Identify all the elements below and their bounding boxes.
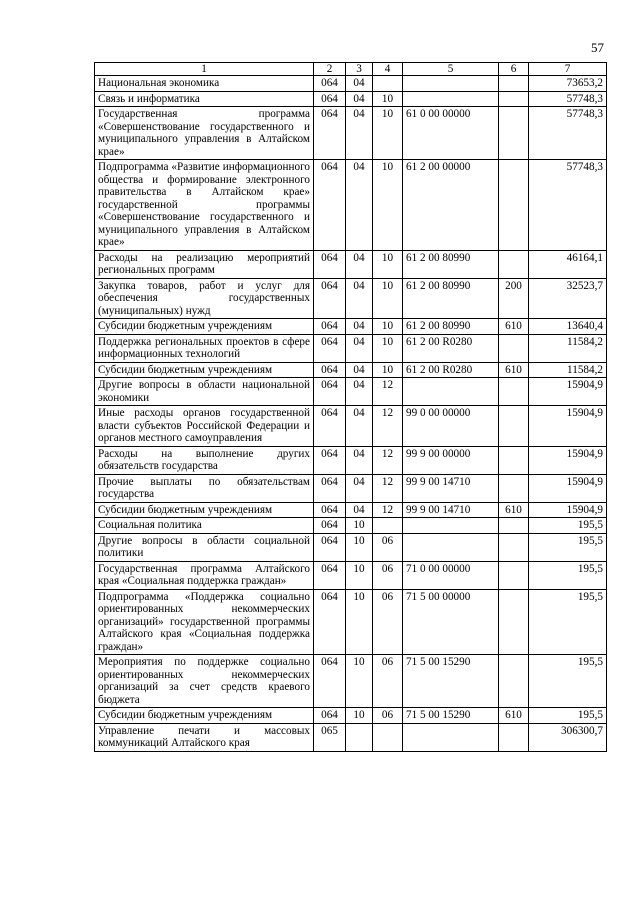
- row-name: Национальная экономика: [95, 76, 314, 92]
- column-number-row: [95, 63, 607, 76]
- subsection-code: 10: [373, 278, 403, 319]
- target-article-code: [403, 91, 499, 107]
- section-code: 04: [346, 334, 373, 362]
- target-article-code: 61 2 00 00000: [403, 160, 499, 251]
- target-article-code: 99 0 00 00000: [403, 406, 499, 447]
- section-code: 10: [346, 561, 373, 589]
- subsection-code: 06: [373, 533, 403, 561]
- ministry-code: 064: [314, 708, 346, 724]
- expense-type-code: [499, 589, 529, 655]
- ministry-code: 064: [314, 76, 346, 92]
- section-code: 04: [346, 76, 373, 92]
- subsection-code: [373, 76, 403, 92]
- target-article-code: [403, 518, 499, 534]
- row-name: Иные расходы органов государственной власти субъектов Российской Федерации и органов местного самоуправления: [95, 406, 314, 447]
- column-header: 7: [529, 63, 607, 76]
- amount: 195,5: [529, 708, 607, 724]
- ministry-code: 064: [314, 518, 346, 534]
- table-row: [95, 474, 607, 502]
- row-name: Субсидии бюджетным учреждениям: [95, 708, 314, 724]
- expense-type-code: [499, 91, 529, 107]
- target-article-code: 61 0 00 00000: [403, 107, 499, 160]
- subsection-code: 10: [373, 319, 403, 335]
- amount: 15904,9: [529, 406, 607, 447]
- target-article-code: 99 9 00 00000: [403, 446, 499, 474]
- amount: 11584,2: [529, 362, 607, 378]
- expense-type-code: [499, 474, 529, 502]
- table-row: [95, 446, 607, 474]
- section-code: 04: [346, 107, 373, 160]
- table-row: [95, 319, 607, 335]
- section-code: 10: [346, 708, 373, 724]
- subsection-code: 06: [373, 589, 403, 655]
- expense-type-code: [499, 723, 529, 751]
- ministry-code: 064: [314, 160, 346, 251]
- column-header: 2: [314, 63, 346, 76]
- row-name: Подпрограмма «Поддержка социально ориентированных некоммерческих организаций» государственной программы Алтайского края «Социальная поддержка граждан»: [95, 589, 314, 655]
- row-name: Расходы на выполнение других обязательств государства: [95, 446, 314, 474]
- section-code: 04: [346, 250, 373, 278]
- table-row: [95, 533, 607, 561]
- expense-type-code: 610: [499, 362, 529, 378]
- section-code: 04: [346, 91, 373, 107]
- budget-table: [94, 62, 607, 752]
- subsection-code: [373, 518, 403, 534]
- row-name: Субсидии бюджетным учреждениям: [95, 362, 314, 378]
- target-article-code: 71 5 00 15290: [403, 708, 499, 724]
- subsection-code: 06: [373, 561, 403, 589]
- target-article-code: 71 5 00 15290: [403, 655, 499, 708]
- amount: 32523,7: [529, 278, 607, 319]
- amount: 13640,4: [529, 319, 607, 335]
- expense-type-code: [499, 378, 529, 406]
- row-name: Другие вопросы в области социальной политики: [95, 533, 314, 561]
- row-name: Закупка товаров, работ и услуг для обеспечения государственных (муниципальных) нужд: [95, 278, 314, 319]
- ministry-code: 064: [314, 502, 346, 518]
- ministry-code: 064: [314, 589, 346, 655]
- amount: 15904,9: [529, 502, 607, 518]
- table-row: [95, 406, 607, 447]
- table-row: [95, 723, 607, 751]
- section-code: 10: [346, 533, 373, 561]
- section-code: 04: [346, 446, 373, 474]
- target-article-code: [403, 378, 499, 406]
- section-code: 04: [346, 378, 373, 406]
- target-article-code: 61 2 00 80990: [403, 278, 499, 319]
- expense-type-code: 610: [499, 319, 529, 335]
- subsection-code: 10: [373, 160, 403, 251]
- table-row: [95, 160, 607, 251]
- target-article-code: 99 9 00 14710: [403, 502, 499, 518]
- table-row: [95, 502, 607, 518]
- column-header: 6: [499, 63, 529, 76]
- section-code: [346, 723, 373, 751]
- table-row: [95, 378, 607, 406]
- row-name: Подпрограмма «Развитие информационного общества и формирование электронного правительства в Алтайском крае» государственной программы «Совершенствование государственного и муниципального управления в Алтайском крае»: [95, 160, 314, 251]
- amount: 195,5: [529, 589, 607, 655]
- row-name: Поддержка региональных проектов в сфере информационных технологий: [95, 334, 314, 362]
- table-row: [95, 278, 607, 319]
- expense-type-code: [499, 160, 529, 251]
- amount: 15904,9: [529, 378, 607, 406]
- target-article-code: 99 9 00 14710: [403, 474, 499, 502]
- section-code: 10: [346, 655, 373, 708]
- target-article-code: 61 2 00 R0280: [403, 362, 499, 378]
- ministry-code: 064: [314, 533, 346, 561]
- row-name: Связь и информатика: [95, 91, 314, 107]
- ministry-code: 064: [314, 250, 346, 278]
- target-article-code: [403, 533, 499, 561]
- amount: 195,5: [529, 561, 607, 589]
- row-name: Другие вопросы в области национальной экономики: [95, 378, 314, 406]
- target-article-code: 61 2 00 80990: [403, 250, 499, 278]
- target-article-code: 61 2 00 80990: [403, 319, 499, 335]
- target-article-code: [403, 76, 499, 92]
- expense-type-code: [499, 533, 529, 561]
- target-article-code: 61 2 00 R0280: [403, 334, 499, 362]
- page-number: 57: [591, 40, 604, 55]
- target-article-code: 71 0 00 00000: [403, 561, 499, 589]
- amount: 15904,9: [529, 446, 607, 474]
- section-code: 04: [346, 278, 373, 319]
- subsection-code: 10: [373, 250, 403, 278]
- amount: 195,5: [529, 655, 607, 708]
- expense-type-code: [499, 250, 529, 278]
- ministry-code: 065: [314, 723, 346, 751]
- table-row: [95, 362, 607, 378]
- amount: 57748,3: [529, 160, 607, 251]
- table-body: [95, 76, 607, 752]
- section-code: 04: [346, 474, 373, 502]
- subsection-code: 12: [373, 502, 403, 518]
- section-code: 10: [346, 589, 373, 655]
- ministry-code: 064: [314, 446, 346, 474]
- amount: 306300,7: [529, 723, 607, 751]
- row-name: Государственная программа Алтайского края «Социальная поддержка граждан»: [95, 561, 314, 589]
- expense-type-code: [499, 655, 529, 708]
- row-name: Государственная программа «Совершенствование государственного и муниципального управления в Алтайском крае»: [95, 107, 314, 160]
- column-header: 4: [373, 63, 403, 76]
- expense-type-code: 200: [499, 278, 529, 319]
- section-code: 10: [346, 518, 373, 534]
- ministry-code: 064: [314, 655, 346, 708]
- ministry-code: 064: [314, 91, 346, 107]
- section-code: 04: [346, 362, 373, 378]
- subsection-code: 12: [373, 474, 403, 502]
- table-row: [95, 91, 607, 107]
- ministry-code: 064: [314, 107, 346, 160]
- expense-type-code: [499, 334, 529, 362]
- ministry-code: 064: [314, 406, 346, 447]
- subsection-code: 06: [373, 708, 403, 724]
- amount: 195,5: [529, 533, 607, 561]
- ministry-code: 064: [314, 278, 346, 319]
- table-row: [95, 655, 607, 708]
- subsection-code: 10: [373, 334, 403, 362]
- expense-type-code: 610: [499, 502, 529, 518]
- expense-type-code: 610: [499, 708, 529, 724]
- amount: 11584,2: [529, 334, 607, 362]
- subsection-code: 10: [373, 107, 403, 160]
- subsection-code: 10: [373, 362, 403, 378]
- subsection-code: 12: [373, 446, 403, 474]
- column-header: 5: [403, 63, 499, 76]
- section-code: 04: [346, 502, 373, 518]
- expense-type-code: [499, 561, 529, 589]
- target-article-code: 71 5 00 00000: [403, 589, 499, 655]
- table-row: [95, 561, 607, 589]
- table-row: [95, 518, 607, 534]
- subsection-code: 12: [373, 406, 403, 447]
- row-name: Мероприятия по поддержке социально ориентированных некоммерческих организаций за счет средств краевого бюджета: [95, 655, 314, 708]
- ministry-code: 064: [314, 319, 346, 335]
- amount: 195,5: [529, 518, 607, 534]
- ministry-code: 064: [314, 561, 346, 589]
- table-row: [95, 107, 607, 160]
- column-header: 3: [346, 63, 373, 76]
- amount: 46164,1: [529, 250, 607, 278]
- subsection-code: 06: [373, 655, 403, 708]
- subsection-code: [373, 723, 403, 751]
- column-header: 1: [95, 63, 314, 76]
- table-row: [95, 708, 607, 724]
- ministry-code: 064: [314, 378, 346, 406]
- row-name: Субсидии бюджетным учреждениям: [95, 502, 314, 518]
- row-name: Субсидии бюджетным учреждениям: [95, 319, 314, 335]
- ministry-code: 064: [314, 334, 346, 362]
- row-name: Расходы на реализацию мероприятий региональных программ: [95, 250, 314, 278]
- expense-type-code: [499, 107, 529, 160]
- section-code: 04: [346, 406, 373, 447]
- expense-type-code: [499, 446, 529, 474]
- section-code: 04: [346, 319, 373, 335]
- ministry-code: 064: [314, 474, 346, 502]
- subsection-code: 10: [373, 91, 403, 107]
- expense-type-code: [499, 406, 529, 447]
- section-code: 04: [346, 160, 373, 251]
- amount: 57748,3: [529, 107, 607, 160]
- expense-type-code: [499, 76, 529, 92]
- table-row: [95, 589, 607, 655]
- ministry-code: 064: [314, 362, 346, 378]
- row-name: Прочие выплаты по обязательствам государства: [95, 474, 314, 502]
- amount: 57748,3: [529, 91, 607, 107]
- row-name: Социальная политика: [95, 518, 314, 534]
- table-row: [95, 76, 607, 92]
- table-row: [95, 334, 607, 362]
- expense-type-code: [499, 518, 529, 534]
- amount: 73653,2: [529, 76, 607, 92]
- table-row: [95, 250, 607, 278]
- target-article-code: [403, 723, 499, 751]
- row-name: Управление печати и массовых коммуникаций Алтайского края: [95, 723, 314, 751]
- amount: 15904,9: [529, 474, 607, 502]
- subsection-code: 12: [373, 378, 403, 406]
